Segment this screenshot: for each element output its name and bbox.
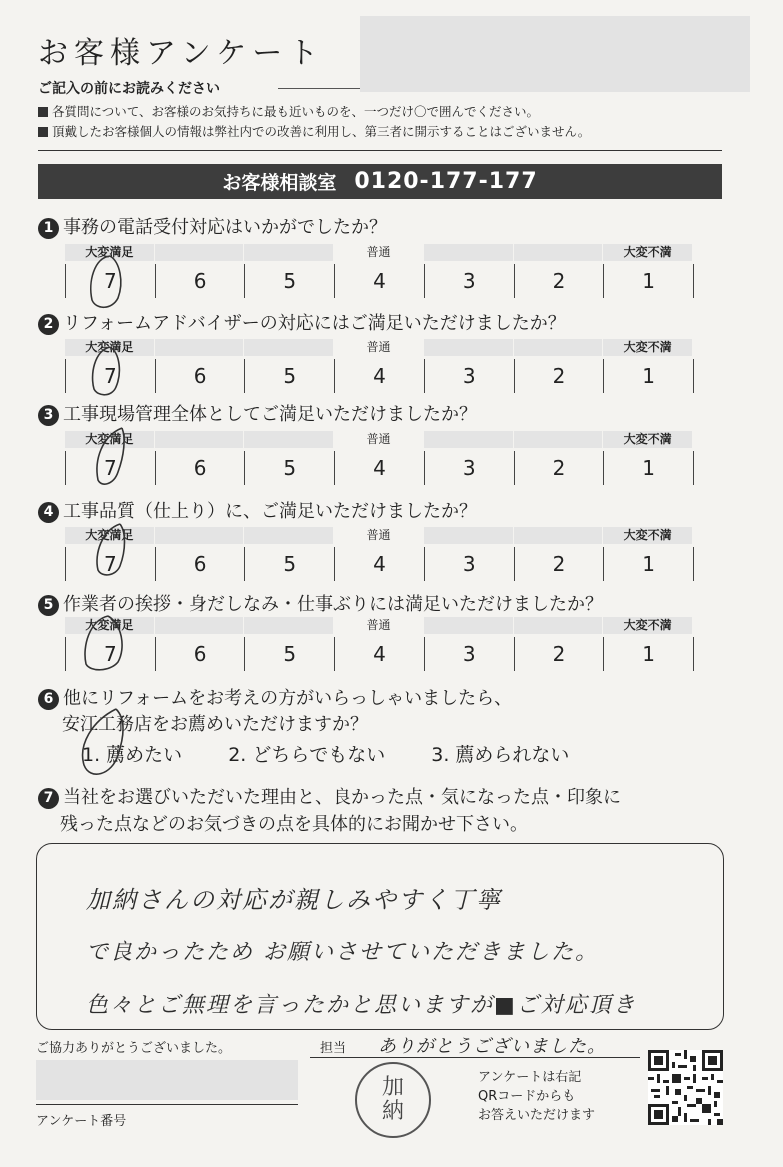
label-very-dissatisfied: 大変不満 bbox=[603, 617, 692, 634]
label-neutral: 普通 bbox=[366, 245, 391, 259]
comment-line-1: 加納さんの対応が親しみやすく丁寧 bbox=[86, 886, 502, 914]
option-7[interactable]: 7 bbox=[66, 359, 156, 393]
option-4[interactable]: 4 bbox=[335, 451, 425, 485]
instructions-heading: ご記入の前にお読みください bbox=[38, 81, 220, 97]
label-very-satisfied: 大変満足 bbox=[65, 244, 154, 261]
scale-options bbox=[65, 264, 694, 298]
divider bbox=[36, 1104, 298, 1105]
question-number-icon: 4 bbox=[38, 502, 59, 523]
redacted-area bbox=[360, 16, 750, 92]
label-neutral: 普通 bbox=[366, 432, 391, 446]
option-1[interactable]: 1 bbox=[604, 264, 694, 298]
option-1[interactable]: 1 bbox=[604, 547, 694, 581]
rating-scale-q3 bbox=[65, 431, 693, 489]
qr-code-icon[interactable] bbox=[648, 1050, 723, 1125]
question-number-icon: 6 bbox=[38, 689, 59, 710]
label-very-satisfied: 大変満足 bbox=[65, 617, 154, 634]
option-1[interactable]: 1 bbox=[604, 451, 694, 485]
banner-label: お客様相談室 bbox=[222, 172, 337, 194]
choice-neutral[interactable]: 2. どちらでもない bbox=[228, 744, 386, 766]
option-2[interactable]: 2 bbox=[515, 637, 605, 671]
selection-circle-q5 bbox=[74, 612, 134, 674]
square-bullet-icon bbox=[38, 107, 48, 117]
option-7[interactable]: 7 bbox=[66, 547, 156, 581]
question-6-title: 6 他にリフォームをお考えの方がいらっしゃいましたら、 bbox=[38, 684, 512, 710]
option-2[interactable]: 2 bbox=[515, 451, 605, 485]
instruction-note-1: 各質問について、お客様のお気持ちに最も近いものを、一つだけ〇で囲んでください。 bbox=[38, 102, 539, 120]
option-7[interactable]: 7 bbox=[66, 264, 156, 298]
instruction-note-2: 頂戴したお客様個人の情報は弊社内での改善に利用し、第三者に開示することはございません。 bbox=[38, 122, 590, 140]
option-5[interactable]: 5 bbox=[245, 547, 335, 581]
question-2-title: 2 リフォームアドバイザーの対応にはご満足いただけましたか？ bbox=[38, 309, 566, 335]
square-bullet-icon bbox=[38, 127, 48, 137]
selection-circle-q4 bbox=[84, 520, 134, 580]
option-6[interactable]: 6 bbox=[156, 451, 246, 485]
comment-line-3: 色々とご無理を言ったかと思いますが■ご対応頂き bbox=[86, 993, 637, 1018]
option-6[interactable]: 6 bbox=[156, 547, 246, 581]
label-very-dissatisfied: 大変不満 bbox=[603, 527, 692, 544]
rating-scale-q4 bbox=[65, 527, 693, 585]
label-neutral: 普通 bbox=[366, 528, 391, 542]
scale-options bbox=[65, 637, 694, 671]
option-6[interactable]: 6 bbox=[156, 359, 246, 393]
choice-recommend[interactable]: 1. 薦めたい bbox=[82, 744, 183, 766]
option-4[interactable]: 4 bbox=[335, 264, 425, 298]
question-3-title: 3 工事現場管理全体としてご満足いただけましたか？ bbox=[38, 400, 477, 426]
divider bbox=[310, 1057, 640, 1058]
choice-not-recommend[interactable]: 3. 薦められない bbox=[431, 744, 570, 766]
phone-number: 0120-177-177 bbox=[354, 169, 538, 194]
option-3[interactable]: 3 bbox=[425, 637, 515, 671]
selection-circle-q2 bbox=[80, 343, 130, 398]
rating-scale-q2 bbox=[65, 339, 693, 397]
option-5[interactable]: 5 bbox=[245, 451, 335, 485]
option-4[interactable]: 4 bbox=[335, 637, 425, 671]
selection-circle-q3 bbox=[84, 424, 134, 488]
divider bbox=[38, 150, 722, 151]
label-neutral: 普通 bbox=[366, 618, 391, 632]
option-7[interactable]: 7 bbox=[66, 451, 156, 485]
survey-title: お客様アンケート bbox=[38, 36, 325, 71]
option-3[interactable]: 3 bbox=[425, 264, 515, 298]
label-very-satisfied: 大変満足 bbox=[65, 339, 154, 356]
rating-scale-q5 bbox=[65, 617, 693, 675]
question-7-line2: 残った点などのお気づきの点を具体的にお聞かせ下さい。 bbox=[60, 814, 528, 835]
scale-labels bbox=[65, 617, 693, 634]
question-5-title: 5 作業者の挨拶・身だしなみ・仕事ぶりには満足いただけましたか？ bbox=[38, 590, 603, 616]
question-number-icon: 2 bbox=[38, 314, 59, 335]
label-very-satisfied: 大変満足 bbox=[65, 527, 154, 544]
option-7[interactable]: 7 bbox=[66, 637, 156, 671]
handwritten-signature: ありがとうございました。 bbox=[378, 1036, 606, 1057]
scale-labels bbox=[65, 527, 693, 544]
staff-seal-stamp: 加 納 bbox=[355, 1062, 431, 1138]
label-neutral: 普通 bbox=[366, 340, 391, 354]
question-number-icon: 5 bbox=[38, 595, 59, 616]
option-2[interactable]: 2 bbox=[515, 264, 605, 298]
option-3[interactable]: 3 bbox=[425, 359, 515, 393]
qr-instructions: アンケートは右記 QRコードからも お答えいただけます bbox=[478, 1070, 596, 1123]
scale-options bbox=[65, 547, 694, 581]
selection-circle-q1 bbox=[80, 252, 130, 312]
scale-labels bbox=[65, 339, 693, 356]
option-2[interactable]: 2 bbox=[515, 547, 605, 581]
redacted-area bbox=[36, 1060, 298, 1100]
customer-service-banner bbox=[38, 164, 722, 199]
option-1[interactable]: 1 bbox=[604, 359, 694, 393]
option-3[interactable]: 3 bbox=[425, 451, 515, 485]
rating-scale-q1 bbox=[65, 244, 693, 302]
q6-choices bbox=[82, 740, 609, 767]
comment-line-2: で良かったため お願いさせていただきました。 bbox=[86, 940, 599, 965]
scale-labels bbox=[65, 244, 693, 261]
option-5[interactable]: 5 bbox=[245, 264, 335, 298]
scale-labels bbox=[65, 431, 693, 448]
staff-label: 担当 bbox=[320, 1041, 347, 1056]
question-number-icon: 1 bbox=[38, 218, 59, 239]
label-very-satisfied: 大変満足 bbox=[65, 431, 154, 448]
question-number-icon: 3 bbox=[38, 405, 59, 426]
option-4[interactable]: 4 bbox=[335, 547, 425, 581]
option-5[interactable]: 5 bbox=[245, 637, 335, 671]
question-7-title: 7 当社をお選びいただいた理由と、良かった点・気になった点・印象に bbox=[38, 783, 621, 809]
question-4-title: 4 工事品質（仕上り）に、ご満足いただけましたか？ bbox=[38, 497, 477, 523]
option-4[interactable]: 4 bbox=[335, 359, 425, 393]
question-6-line2: 安江工務店をお薦めいただけますか？ bbox=[62, 714, 368, 735]
question-number-icon: 7 bbox=[38, 788, 59, 809]
option-5[interactable]: 5 bbox=[245, 359, 335, 393]
option-2[interactable]: 2 bbox=[515, 359, 605, 393]
option-6[interactable]: 6 bbox=[156, 264, 246, 298]
label-very-dissatisfied: 大変不満 bbox=[603, 431, 692, 448]
survey-number-label: アンケート番号 bbox=[36, 1114, 127, 1129]
label-very-dissatisfied: 大変不満 bbox=[603, 339, 692, 356]
option-1[interactable]: 1 bbox=[604, 637, 694, 671]
label-very-dissatisfied: 大変不満 bbox=[603, 244, 692, 261]
selection-circle-q6 bbox=[72, 705, 142, 785]
question-1-title: 1 事務の電話受付対応はいかがでしたか？ bbox=[38, 213, 387, 239]
thanks-message: ご協力ありがとうございました。 bbox=[36, 1041, 232, 1056]
option-3[interactable]: 3 bbox=[425, 547, 515, 581]
divider bbox=[278, 88, 360, 89]
scale-options bbox=[65, 451, 694, 485]
option-6[interactable]: 6 bbox=[156, 637, 246, 671]
scale-options bbox=[65, 359, 694, 393]
